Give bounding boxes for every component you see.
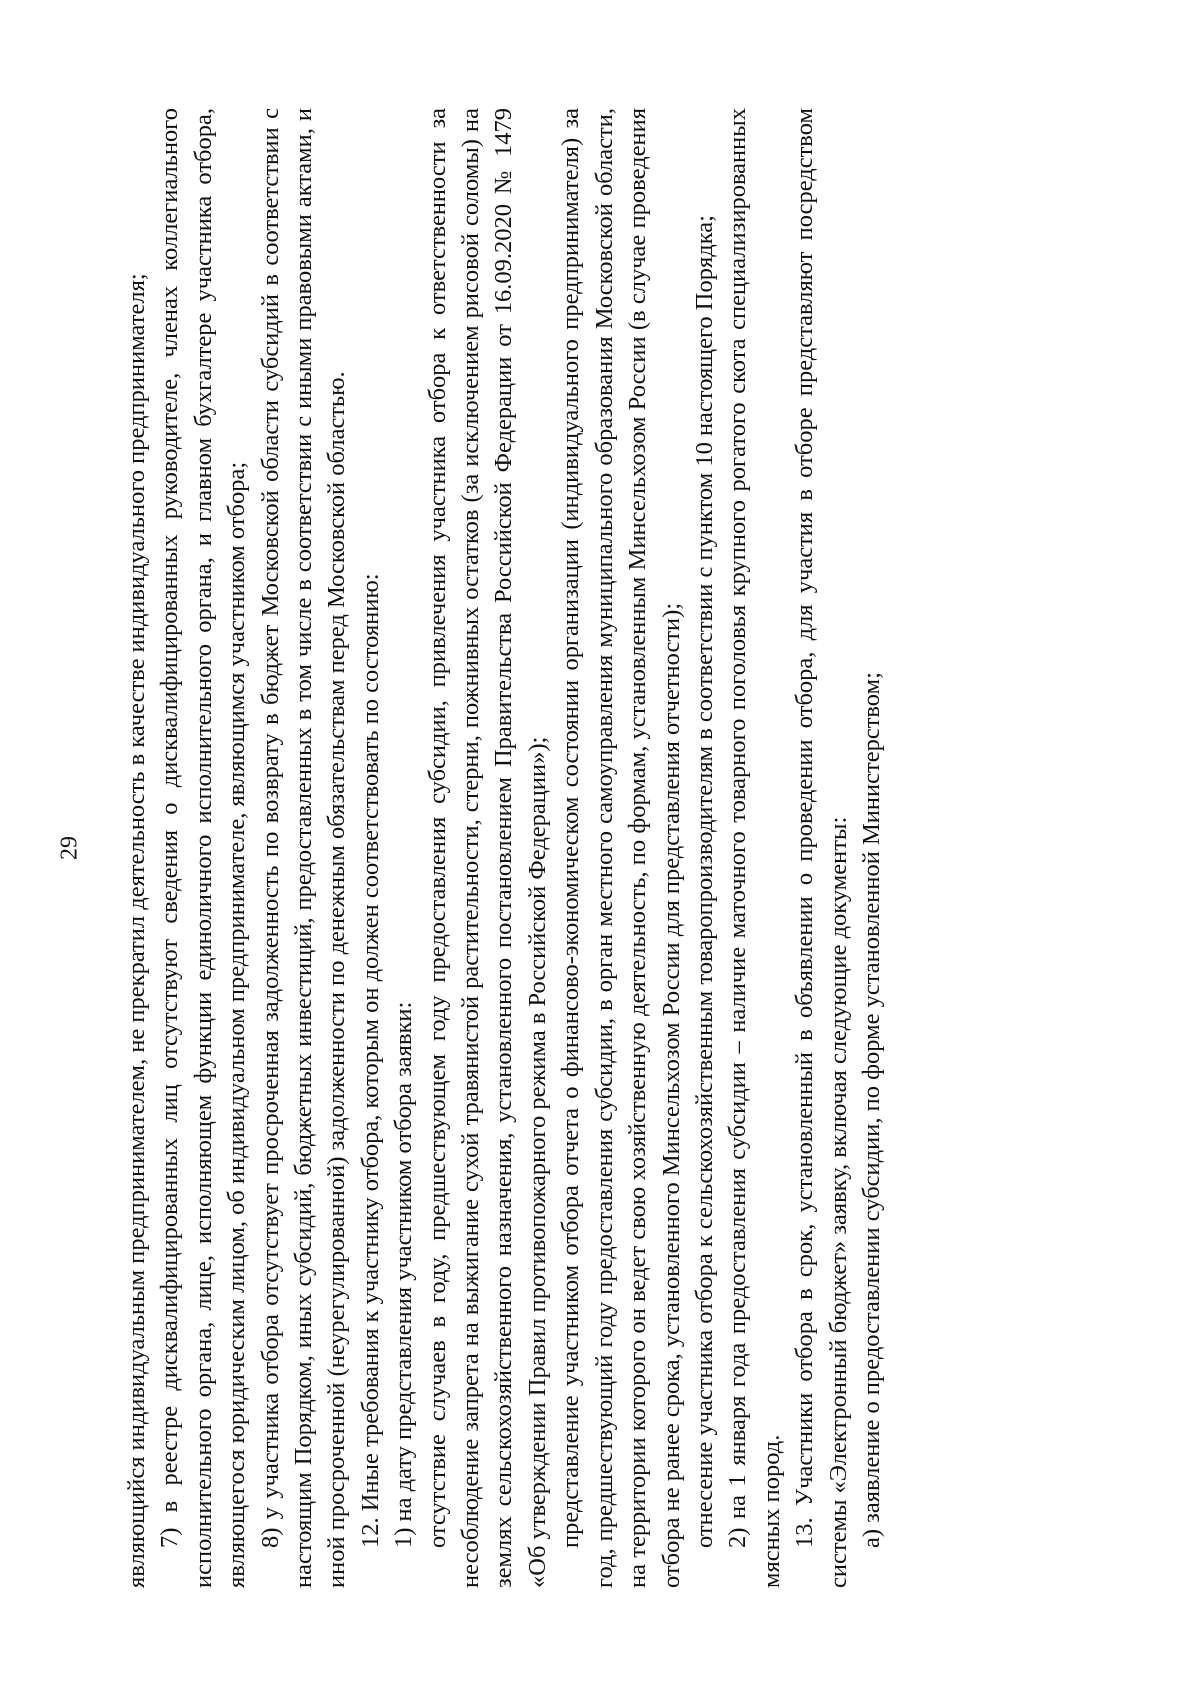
paragraph: представление участником отбора отчета о финансово-экономическом состоянии организации (индивидуального предпринимателя) за год, предшествующий году предоставления субсидии, в орган местного самоуправления муниципального образования Московской области, на территории которого он ведет свою хозяйственную деятельность, по формам, установленным Минсельхозом России (в случае проведения отбора не ранее срока, установленного Минсельхозом России для представления отчетности); (557, 108, 685, 1588)
paragraph: отнесение участника отбора к сельскохозяйственным товаропроизводителям в соответствии с пунктом 10 настоящего Порядка; (690, 215, 718, 1548)
paragraph: 7) в реестре дисквалифицированных лиц отсутствуют сведения о дисквалифицированных руководителе, членах коллегиального исполнительного органа, лице, исполняющем функции единоличного исполнительного органа, и главном бухгалтере участника отбора, являющегося юридическим лицом, об индивидуальном предпринимателе, являющимся участником отбора; (156, 108, 251, 1588)
paragraph: являющийся индивидуальным предпринимателем, не прекратил деятельность в качестве индивидуального предпринимателя; (123, 273, 150, 1588)
document-body (120, 108, 900, 1588)
paragraph: отсутствие случаев в году, предшествующем году предоставления субсидии, привлечения участника отбора к ответственности за несоблюдение запрета на выжигание сухой травянистой растительности, стерни, пожнивных остатков (за исключением рисовой соломы) на землях сельскохозяйственного назначения, установленного постановлением Правительства Российской Федерации от 16.09.2020 № 1479 «Об утверждении Правил противопожарного режима в Российской Федерации»); (423, 108, 551, 1588)
paragraph: 2) на 1 января года предоставления субсидии – наличие маточного товарного поголовья крупного рогатого скота специализированных мясных пород. (724, 108, 785, 1588)
paragraph: 12. Иные требования к участнику отбора, которым он должен соответствовать по состоянию: (356, 573, 384, 1548)
paragraph: а) заявление о предоставлении субсидии, по форме установленной Министерством; (857, 672, 885, 1548)
paragraph: 1) на дату представления участником отбора заявки: (390, 1001, 418, 1548)
page-number: 29 (56, 836, 83, 860)
paragraph: 13. Участники отбора в срок, установленный в объявлении о проведении отбора, для участия в отборе представляют посредством системы «Электронный бюджет» заявку, включая следующие документы: (791, 108, 852, 1588)
paragraph: 8) у участника отбора отсутствует просроченная задолженность по возврату в бюджет Московской области субсидий в соответствии с настоящим Порядком, иных субсидий, бюджетных инвестиций, предоставленных в том числе в соответствии с иными правовыми актами, и иной просроченной (неурегулированной) задолженности по денежным обязательствам перед Московской областью. (256, 108, 351, 1588)
